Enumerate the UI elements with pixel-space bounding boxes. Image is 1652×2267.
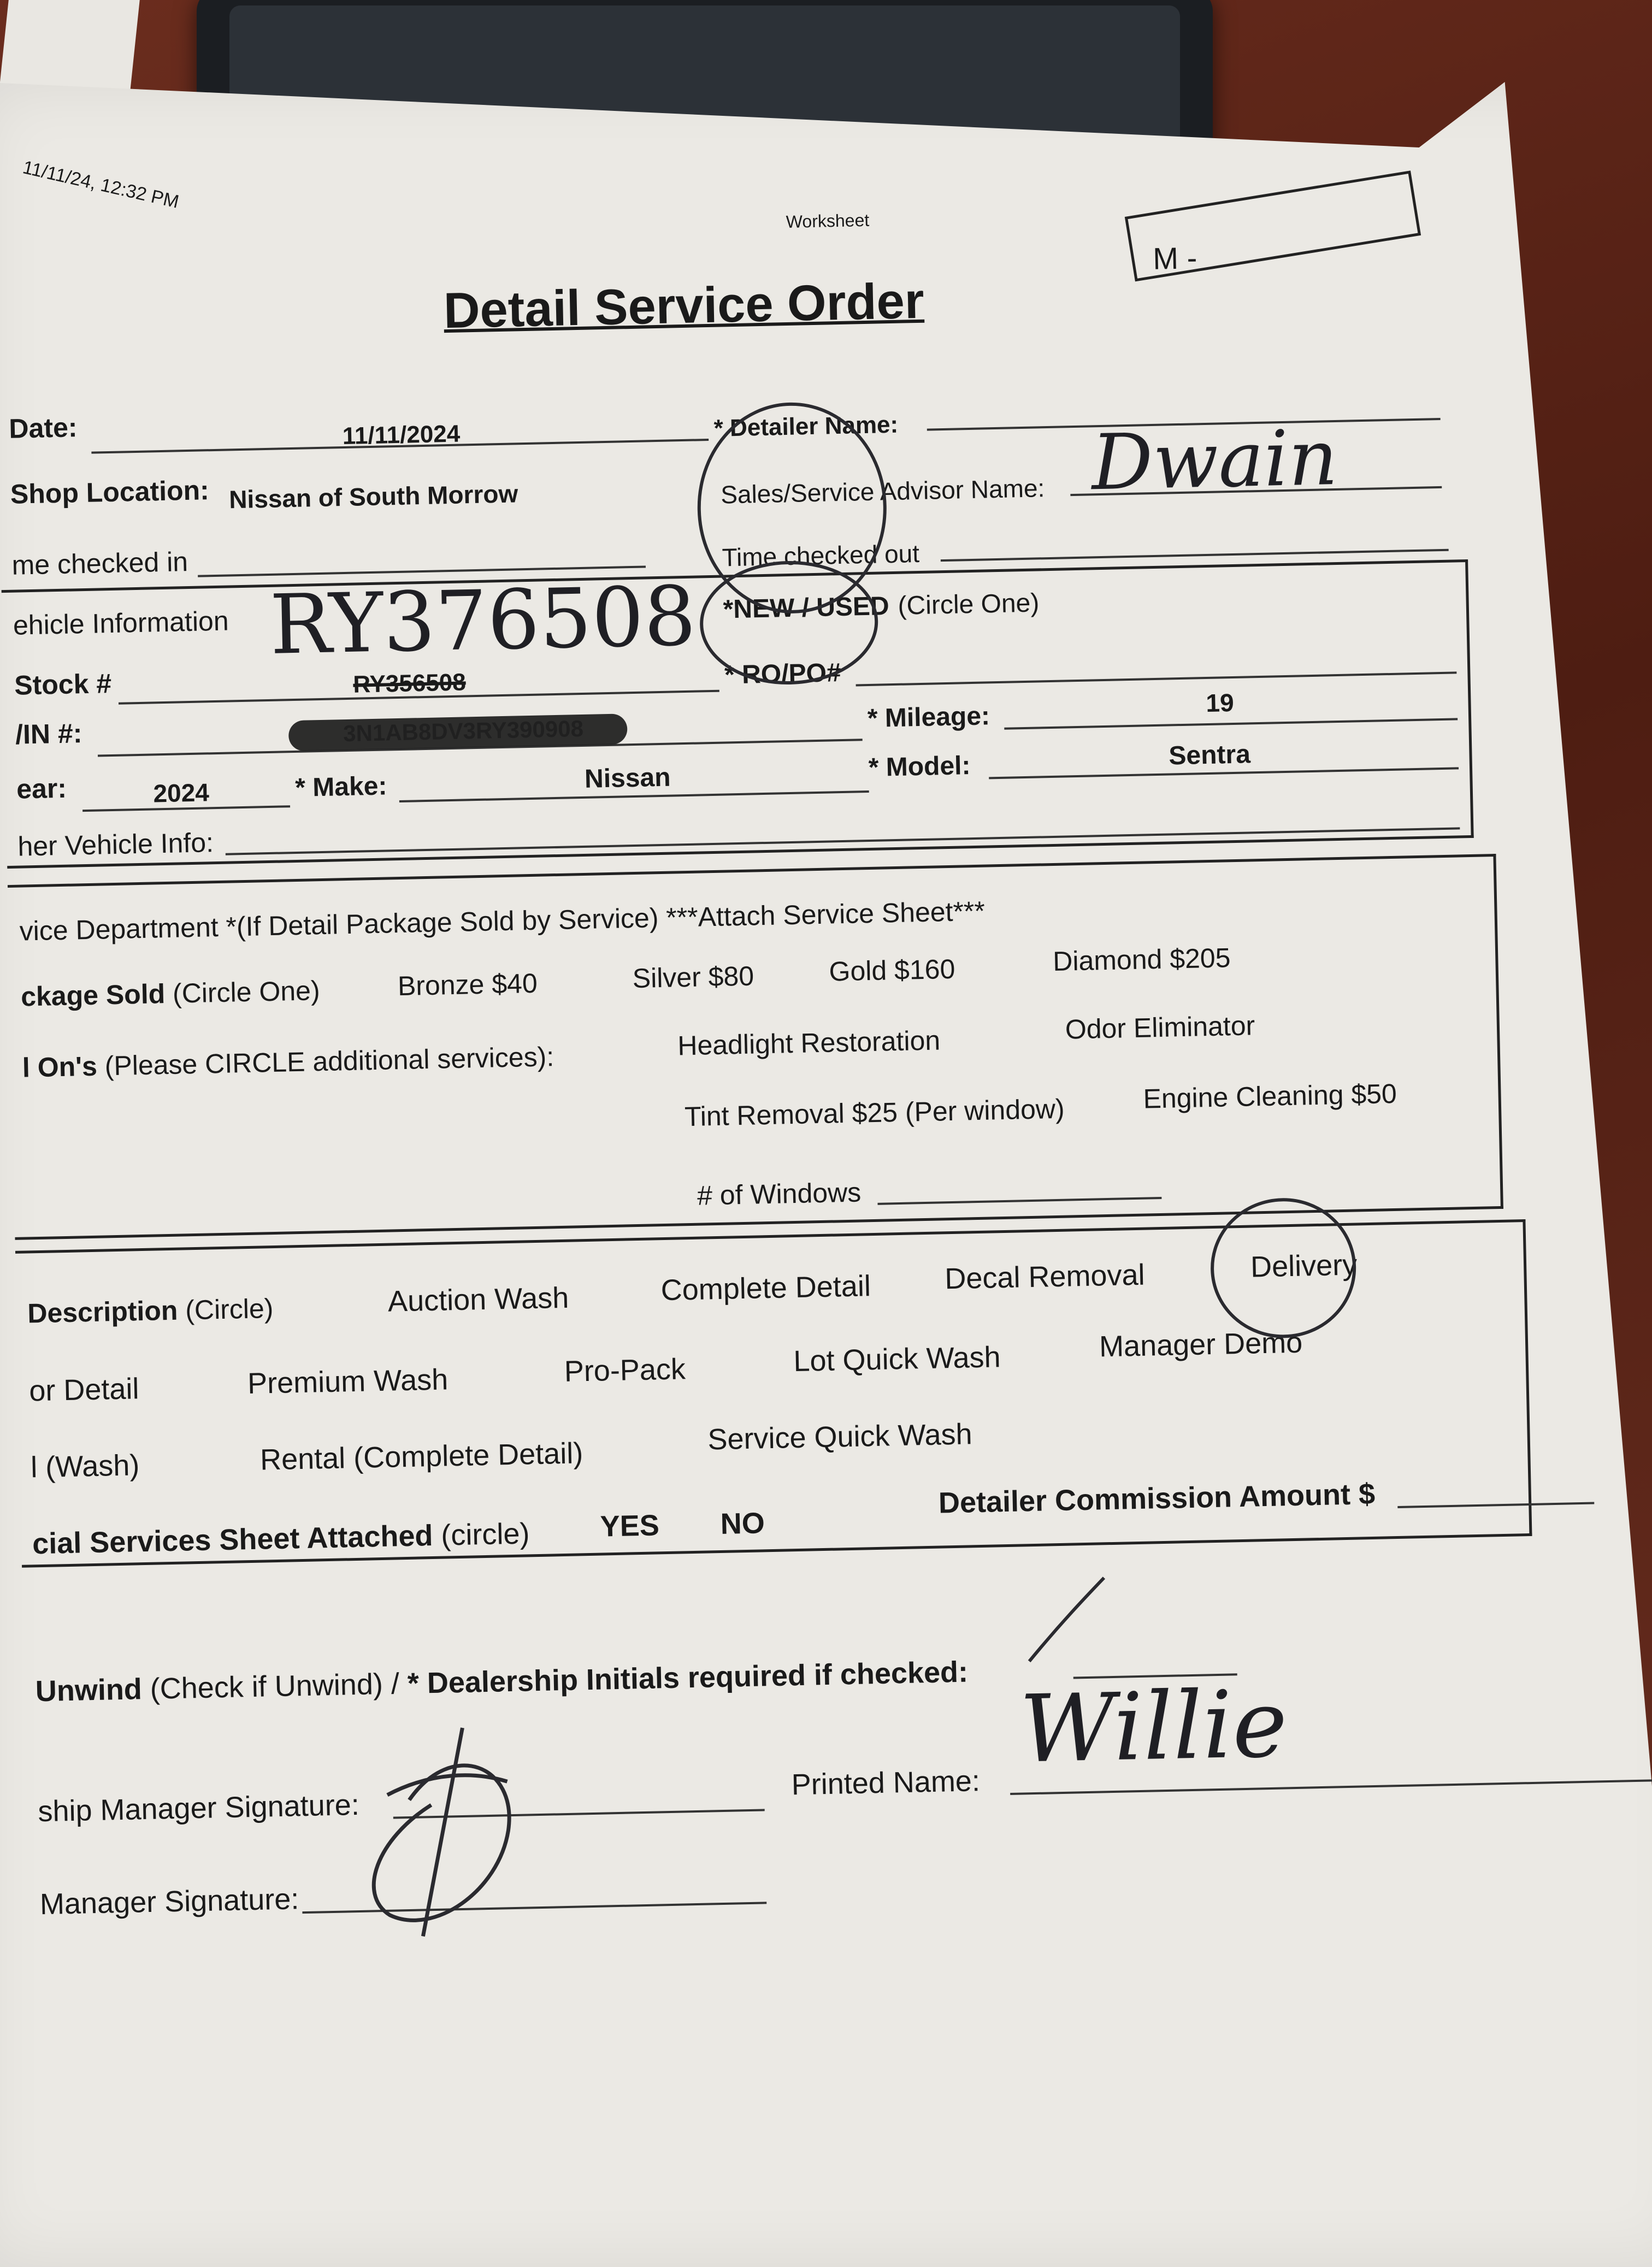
addon-engine: Engine Cleaning $50: [1143, 1078, 1397, 1114]
desc-service-quick-wash: Service Quick Wash: [707, 1418, 973, 1456]
package-diamond: Diamond $205: [1052, 942, 1231, 977]
package-label: ckage Sold: [20, 978, 166, 1012]
desc-rental: Rental (Complete Detail): [259, 1437, 583, 1477]
unwind-label: Unwind: [35, 1673, 143, 1708]
desc-lot-quick-wash: Lot Quick Wash: [793, 1341, 1001, 1378]
new-used-label: *NEW / USED: [723, 592, 890, 624]
shop-value: Nissan of South Morrow: [228, 479, 518, 514]
mileage-label: * Mileage:: [867, 701, 990, 734]
model-value: Sentra: [1168, 740, 1251, 771]
date-value: 11/11/2024: [342, 420, 461, 450]
time-out-label: Time checked out: [722, 539, 920, 572]
worksheet-label: Worksheet: [786, 210, 870, 232]
initials-check-mark: [1028, 1578, 1106, 1661]
printed-name-label: Printed Name:: [791, 1764, 981, 1802]
addon-odor: Odor Eliminator: [1065, 1010, 1255, 1045]
make-value: Nissan: [584, 763, 671, 794]
commission-label: Detailer Commission Amount $: [938, 1477, 1376, 1520]
other-info-label: her Vehicle Info:: [17, 827, 214, 862]
description-label: Description: [27, 1295, 178, 1329]
page-title: Detail Service Order: [443, 273, 925, 339]
mgr2-sig-label: Manager Signature:: [39, 1882, 299, 1921]
make-label: * Make:: [294, 771, 387, 802]
desc-pro-pack: Pro-Pack: [564, 1353, 686, 1388]
row2-label: or Detail: [28, 1372, 140, 1408]
circle-mark-used: [700, 561, 878, 685]
year-value: 2024: [152, 778, 210, 808]
manager-signature: [370, 1727, 511, 1937]
description-suffix: (Circle): [185, 1293, 274, 1326]
desc-auction-wash: Auction Wash: [387, 1281, 569, 1318]
circle-mark-delivery: [1211, 1199, 1356, 1338]
special-yes: YES: [600, 1509, 660, 1543]
addons-suffix: (Please CIRCLE additional services):: [104, 1041, 554, 1082]
id-box-text: M -: [1152, 240, 1197, 276]
addons-label: l On's: [22, 1050, 98, 1083]
package-gold: Gold $160: [828, 953, 955, 987]
desc-premium-wash: Premium Wash: [247, 1363, 449, 1401]
detailer-label: * Detailer Name:: [713, 411, 899, 442]
package-bronze: Bronze $40: [397, 967, 538, 1002]
vin-label: /IN #:: [15, 718, 82, 750]
service-header: vice Department *(If Detail Package Sold by Service) ***Attach Service Sheet***: [19, 895, 986, 947]
vehicle-info-label: ehicle Information: [13, 605, 229, 641]
mileage-value: 19: [1205, 688, 1235, 718]
printed-name-handwritten: Willie: [1018, 1670, 1289, 1784]
windows-label: # of Windows: [697, 1177, 862, 1211]
package-silver: Silver $80: [632, 960, 754, 994]
package-suffix: (Circle One): [172, 975, 321, 1009]
desc-decal-removal: Decal Removal: [944, 1258, 1146, 1296]
new-used-suffix: (Circle One): [898, 588, 1040, 621]
time-in-label: me checked in: [11, 546, 188, 581]
special-suffix: (circle): [440, 1517, 530, 1552]
row3-label: l (Wash): [30, 1449, 140, 1484]
unwind-mid: (Check if Unwind) /: [150, 1667, 400, 1705]
print-timestamp: 11/11/24, 12:32 PM: [21, 157, 181, 212]
date-label: Date:: [8, 412, 78, 444]
special-no: NO: [720, 1507, 765, 1540]
model-label: * Model:: [868, 751, 971, 783]
year-label: ear:: [16, 772, 67, 805]
stock-label: Stock #: [14, 668, 112, 701]
unwind-tail: * Dealership Initials required if checked:: [407, 1655, 969, 1701]
stock-value: RY356508: [352, 669, 467, 698]
ro-label: * RO/PO#: [724, 658, 842, 690]
advisor-label: Sales/Service Advisor Name:: [720, 474, 1045, 509]
advisor-handwritten: Dwain: [1090, 413, 1339, 508]
desc-delivery: Delivery: [1250, 1248, 1358, 1284]
special-label: cial Services Sheet Attached: [32, 1519, 434, 1561]
desc-manager-demo: Manager Demo: [1099, 1326, 1303, 1363]
addon-tint: Tint Removal $25 (Per window): [684, 1093, 1065, 1132]
addon-headlight: Headlight Restoration: [677, 1025, 941, 1061]
desc-complete-detail: Complete Detail: [660, 1270, 871, 1307]
shop-label: Shop Location:: [10, 475, 210, 510]
mgr-sig-label: ship Manager Signature:: [37, 1788, 360, 1828]
stock-handwritten: RY376508: [269, 569, 697, 673]
